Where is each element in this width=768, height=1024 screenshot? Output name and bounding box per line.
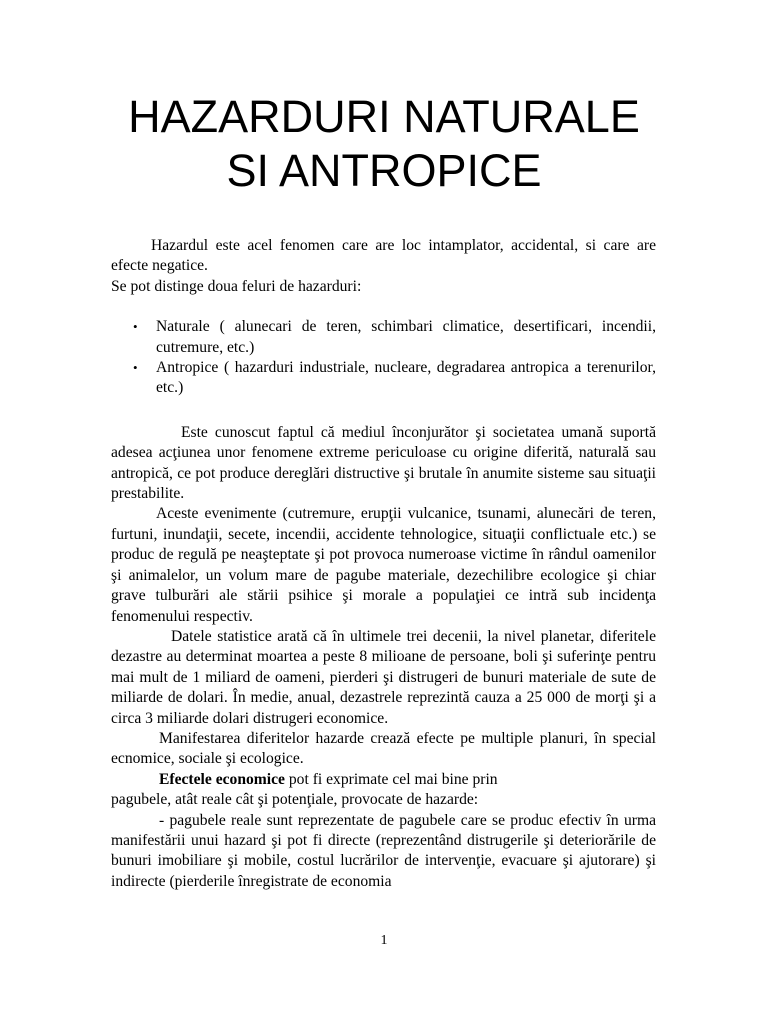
document-body [111,236,656,892]
bullet-icon: • [133,360,138,376]
list-item-text: Antropice ( hazarduri industriale, nucleare, degradarea antropica a terenurilor, etc.) [156,359,656,397]
title-line-2: SI ANTROPICE [226,145,542,196]
list-item-text: Naturale ( alunecari de teren, schimbari climatice, desertificari, incendii, cutremure, etc.) [156,318,656,356]
paragraph-5-continuation: pagubele, atât reale cât şi potenţiale, provocate de hazarde: [111,791,479,809]
economic-effects-heading: Efectele economice [159,770,285,788]
intro-types: Se pot distinge doua feluri de hazarduri: [111,277,362,295]
paragraph-4: Manifestarea diferitelor hazarde crează efecte pe multiple planuri, în special ecnomice, sociale şi ecologice. [111,729,656,768]
paragraph-5 [111,770,656,790]
title-line-1: HAZARDURI NATURALE [128,91,640,142]
paragraph-3: Datele statistice arată că în ultimele trei decenii, la nivel planetar, diferitele dezastre au determinat moartea a peste 8 milioane de persoane, boli şi suferinţe pentru mai mult de 1 miliard de oameni, pierderi şi distrugeri de bunuri materiale de sute de miliarde de dolari. În medie, anual, dezastrele reprezintă cauza a 25 000 de morţi şi a circa 3 miliarde dolari distrugeri economice. [111,627,656,727]
paragraph-1: Este cunoscut faptul că mediul înconjurător şi societatea umană suportă adesea acţiunea unor fenomene extreme periculoase cu origine diferită, naturală sau antropică, ce pot produce dereglări distructive şi brutale în anumite sisteme sau situaţii prestabilite. [111,423,656,503]
page-number: 1 [380,933,388,948]
paragraph-5-text: pot fi exprimate cel mai bine prin [284,770,498,788]
document-title [0,90,768,198]
spacer [111,399,656,423]
spacer [111,297,656,317]
list-item-natural [133,317,656,358]
intro-definition: Hazardul este acel fenomen care are loc intamplator, accidental, si care are efecte negatice. [111,237,656,275]
paragraph-6: - pagubele reale sunt reprezentate de pagubele care se produc efectiv în urma manifestării unui hazard şi pot fi directe (reprezentând distrugerile şi deteriorările de bunuri imobiliare şi mobile, costul lucrărilor de intervenţie, evacuare şi ajutorare) şi indirecte (pierderile înregistrate de economia [111,811,656,890]
list-item-anthropic [133,358,656,399]
paragraph-2: Aceste evenimente (cutremure, erupţii vulcanice, tsunami, alunecări de teren, furtuni, inundaţii, secete, incendii, accidente tehnologice, situaţii conflictuale etc.) se produc de regulă pe neaşteptate şi pot provoca numeroase victime în rândul oamenilor şi animalelor, un volum mare de pagube materiale, dezechilibre ecologice şi chiar grave tulburări ale stării psihice şi morale a populaţiei ce intră sub incidenţa fenomenului respectiv. [111,505,656,625]
bullet-icon: • [133,319,138,335]
hazard-types-list [111,317,656,399]
